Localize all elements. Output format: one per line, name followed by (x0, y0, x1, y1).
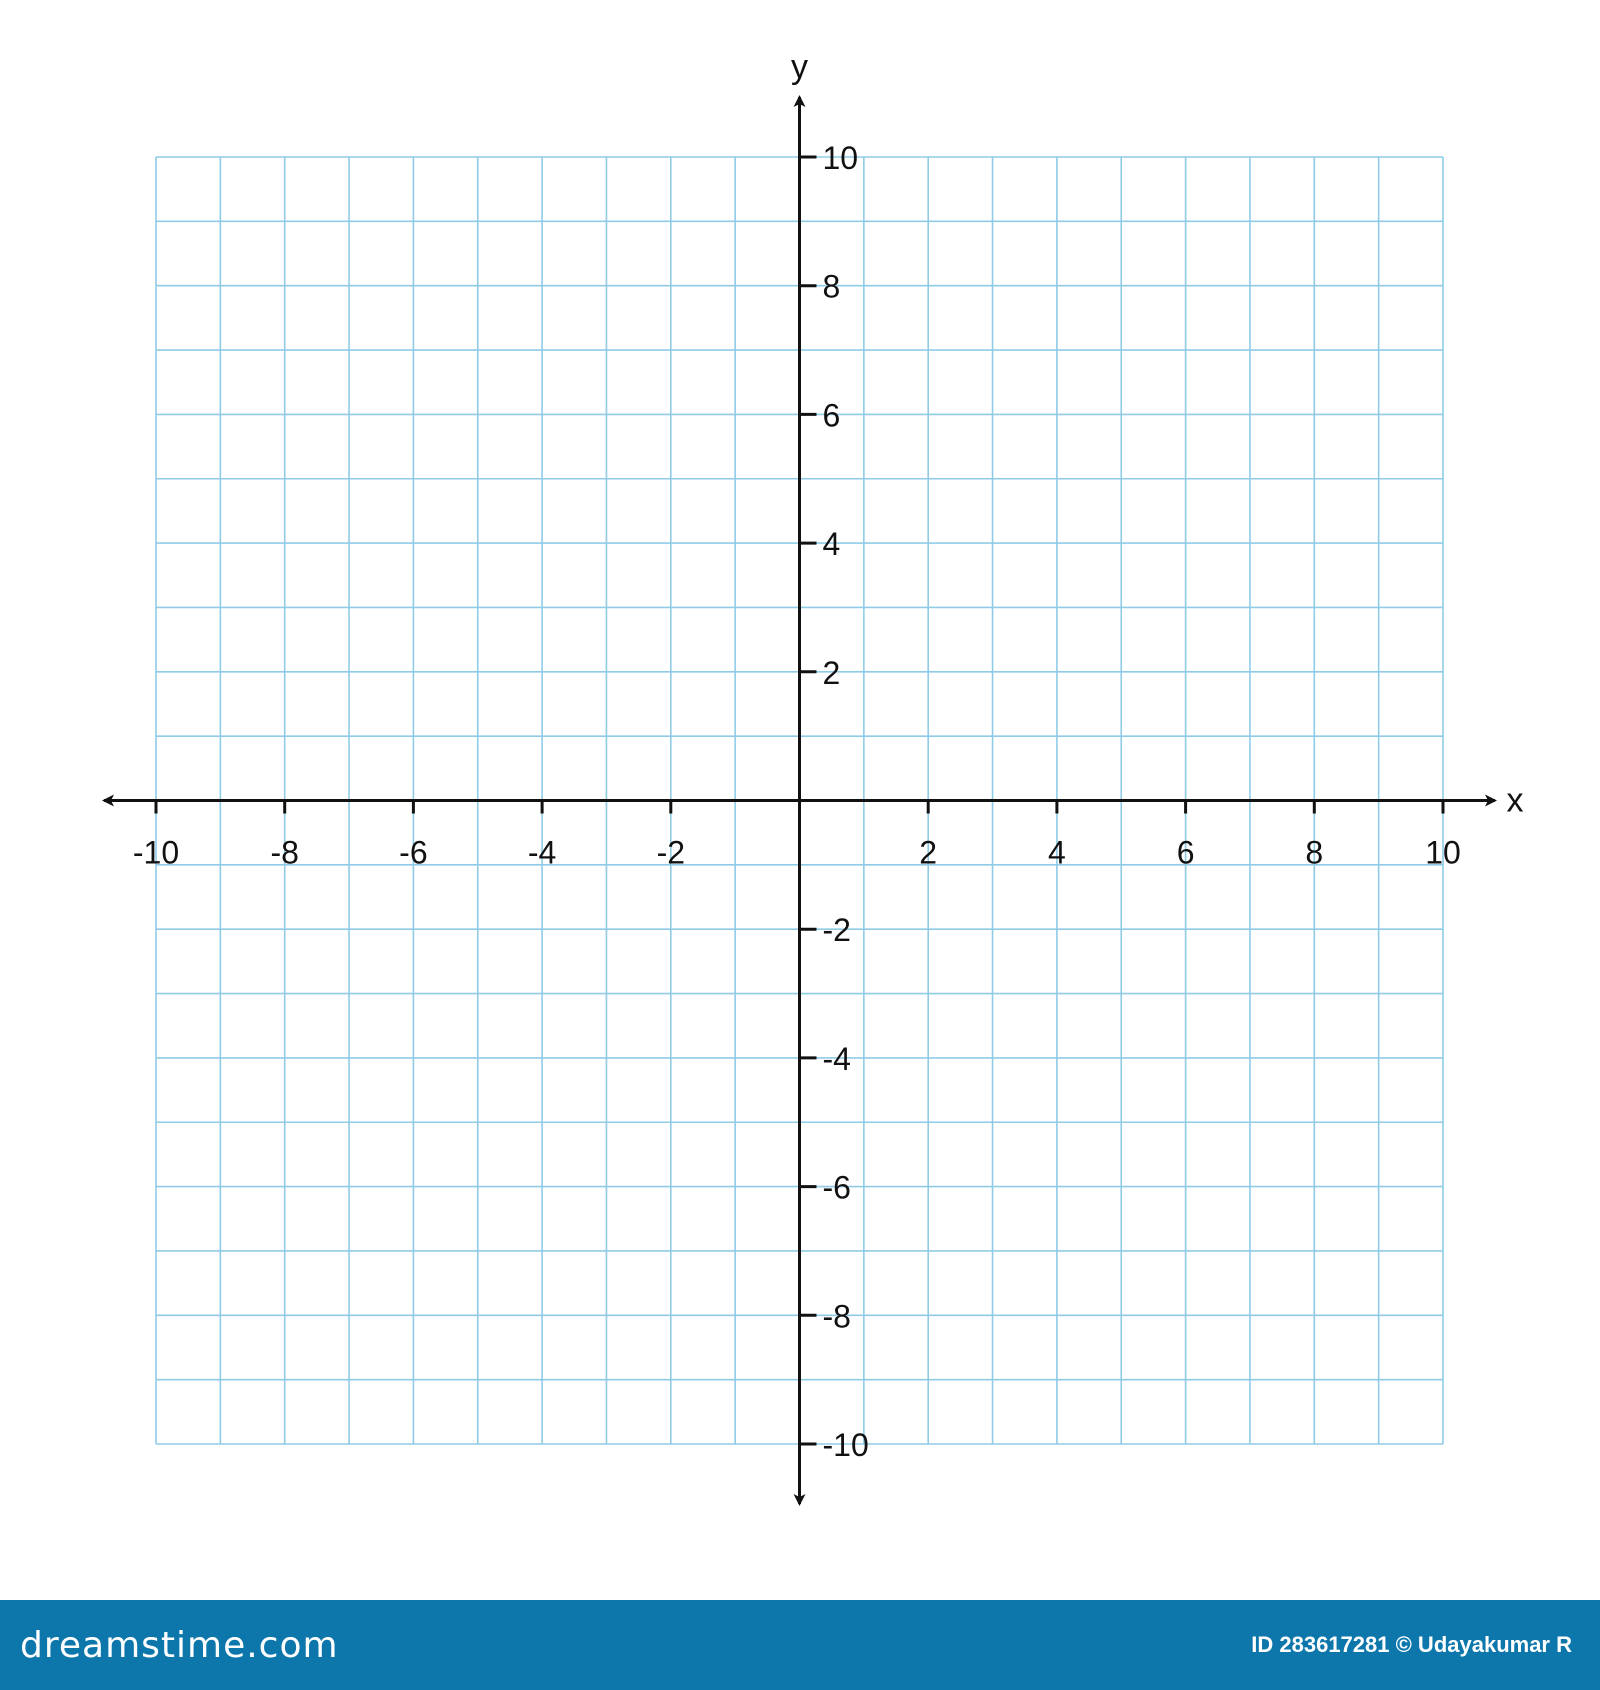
y-axis-label: y (791, 48, 808, 86)
brand-logo-text[interactable]: dreamstime.com (20, 1624, 339, 1666)
y-tick-label: -10 (822, 1427, 869, 1463)
x-tick-label: -8 (270, 834, 299, 871)
x-tick-label: 10 (1425, 834, 1461, 871)
x-tick-label: -6 (399, 834, 428, 871)
x-tick-label: 2 (919, 834, 938, 871)
image-credit: ID 283617281 © Udayakumar R (1251, 1632, 1572, 1657)
y-tick-label: 6 (822, 397, 841, 434)
x-tick-label: 8 (1305, 834, 1324, 871)
x-tick-label: -10 (132, 834, 180, 871)
y-tick-label: -6 (822, 1169, 851, 1206)
y-tick-label: 4 (822, 526, 841, 563)
x-axis-label: x (1506, 781, 1524, 820)
y-tick-label: -8 (822, 1298, 851, 1335)
axes (104, 97, 1495, 1504)
x-tick-label: 4 (1048, 834, 1066, 871)
x-tick-label: 6 (1176, 834, 1195, 871)
x-tick-label: -4 (527, 834, 557, 871)
footer-bar (0, 1600, 1600, 1690)
y-tick-label: -4 (822, 1040, 851, 1077)
x-tick-label: -2 (656, 834, 686, 871)
y-tick-label: 10 (822, 140, 859, 176)
y-tick-label: -2 (822, 912, 851, 949)
y-tick-label: 2 (822, 654, 841, 691)
y-tick-label: 8 (822, 268, 841, 305)
